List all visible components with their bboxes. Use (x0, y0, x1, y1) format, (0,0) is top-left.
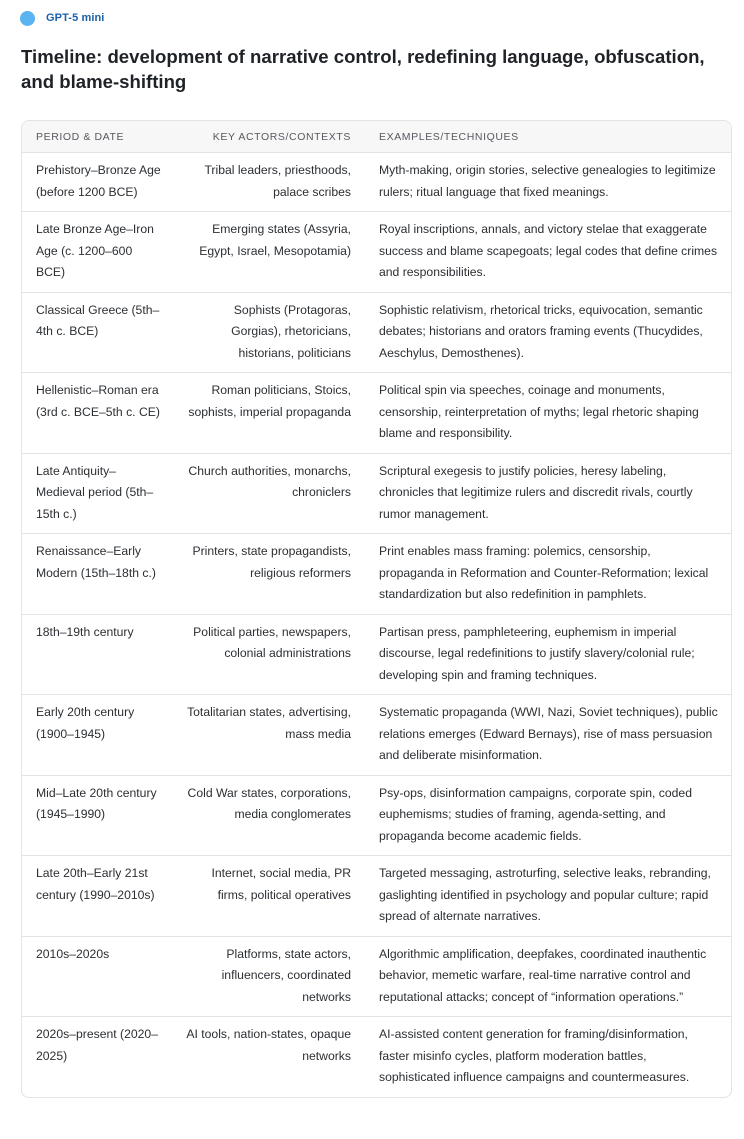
column-header-actors: KEY ACTORS/CONTEXTS (177, 121, 365, 153)
cell-period: Prehistory–Bronze Age (before 1200 BCE) (22, 153, 177, 212)
table-header-row (22, 121, 731, 153)
cell-actors: Emerging states (Assyria, Egypt, Israel, Mesopotamia) (177, 212, 365, 293)
table-row (22, 614, 731, 695)
cell-actors: Roman politicians, Stoics, sophists, imperial propaganda (177, 373, 365, 454)
cell-examples: Political spin via speeches, coinage and monuments, censorship, reinterpretation of myths; legal rhetoric shaping blame and responsibility. (365, 373, 731, 454)
model-name: GPT-5 mini (46, 12, 105, 24)
cell-period: Classical Greece (5th–4th c. BCE) (22, 292, 177, 373)
column-header-period: PERIOD & DATE (22, 121, 177, 153)
cell-examples: Print enables mass framing: polemics, censorship, propaganda in Reformation and Counter-Reformation; lexical standardization but also redefinition in pamphlets. (365, 534, 731, 615)
model-header (20, 10, 104, 26)
table-row (22, 775, 731, 856)
cell-examples: Systematic propaganda (WWI, Nazi, Soviet techniques), public relations emerges (Edward Bernays), rise of mass persuasion and deliberate misinformation. (365, 695, 731, 776)
cell-period: Late 20th–Early 21st century (1990–2010s) (22, 856, 177, 937)
cell-actors: Sophists (Protagoras, Gorgias), rhetoricians, historians, politicians (177, 292, 365, 373)
cell-examples: Myth-making, origin stories, selective genealogies to legitimize rulers; ritual language that fixed meanings. (365, 153, 731, 212)
table-header (22, 121, 731, 153)
table-row (22, 534, 731, 615)
table-row (22, 453, 731, 534)
table-row (22, 856, 731, 937)
cell-examples: Sophistic relativism, rhetorical tricks, equivocation, semantic debates; historians and orators framing events (Thucydides, Aeschylus, Demosthenes). (365, 292, 731, 373)
cell-actors: Church authorities, monarchs, chroniclers (177, 453, 365, 534)
timeline-table-container (21, 120, 732, 1098)
cell-examples: Targeted messaging, astroturfing, selective leaks, rebranding, gaslighting identified in psychology and popular culture; rapid spread of alternate narratives. (365, 856, 731, 937)
cell-actors: AI tools, nation-states, opaque networks (186, 1027, 351, 1063)
cell-actors: Political parties, newspapers, colonial administrations (177, 614, 365, 695)
cell-examples: Scriptural exegesis to justify policies, heresy labeling, chronicles that legitimize rulers and discredit rivals, courtly rumor management. (365, 453, 731, 534)
cell-period: Hellenistic–Roman era (3rd c. BCE–5th c. CE) (22, 373, 177, 454)
cell-actors: Tribal leaders, priesthoods, palace scribes (177, 153, 365, 212)
cell-actors: Internet, social media, PR firms, political operatives (177, 856, 365, 937)
table-row (22, 1017, 731, 1097)
cell-examples: Royal inscriptions, annals, and victory stelae that exaggerate success and blame scapegoats; legal codes that define crimes and responsibilities. (365, 212, 731, 293)
table-row (22, 936, 731, 1017)
cell-period: Renaissance–Early Modern (15th–18th c.) (22, 534, 177, 615)
cell-examples: Psy-ops, disinformation campaigns, corporate spin, coded euphemisms; studies of framing, agenda-setting, and propaganda become academic fields. (365, 775, 731, 856)
table-row (22, 373, 731, 454)
cell-period: Early 20th century (1900–1945) (22, 695, 177, 776)
table-row (22, 695, 731, 776)
timeline-table (22, 121, 731, 1097)
column-header-examples: EXAMPLES/TECHNIQUES (365, 121, 731, 153)
cell-examples: Partisan press, pamphleteering, euphemism in imperial discourse, legal redefinitions to justify slavery/colonial rule; developing spin and framing techniques. (365, 614, 731, 695)
page-title: Timeline: development of narrative control, redefining language, obfuscation, and blame-shifting (21, 46, 705, 92)
cell-period: 2020s–present (2020–2025) (36, 1027, 158, 1063)
cell-period: 2010s–2020s (22, 936, 177, 1017)
table-row (22, 212, 731, 293)
cell-period: Mid–Late 20th century (1945–1990) (22, 775, 177, 856)
table-body (22, 153, 731, 1097)
cell-examples: Algorithmic amplification, deepfakes, coordinated inauthentic behavior, memetic warfare, real-time narrative control and reputational attacks; concept of “information operations.” (365, 936, 731, 1017)
table-row (22, 153, 731, 212)
table-row (22, 292, 731, 373)
cell-examples: AI-assisted content generation for framing/disinformation, faster misinfo cycles, platform moderation battles, sophisticated influence campaigns and countermeasures. (379, 1027, 690, 1084)
cell-actors: Totalitarian states, advertising, mass media (177, 695, 365, 776)
cell-actors: Platforms, state actors, influencers, coordinated networks (177, 936, 365, 1017)
model-dot-icon (20, 11, 35, 26)
cell-period: 18th–19th century (22, 614, 177, 695)
cell-actors: Cold War states, corporations, media conglomerates (177, 775, 365, 856)
cell-actors: Printers, state propagandists, religious reformers (177, 534, 365, 615)
cell-period: Late Antiquity–Medieval period (5th–15th c.) (22, 453, 177, 534)
cell-period: Late Bronze Age–Iron Age (c. 1200–600 BCE) (22, 212, 177, 293)
